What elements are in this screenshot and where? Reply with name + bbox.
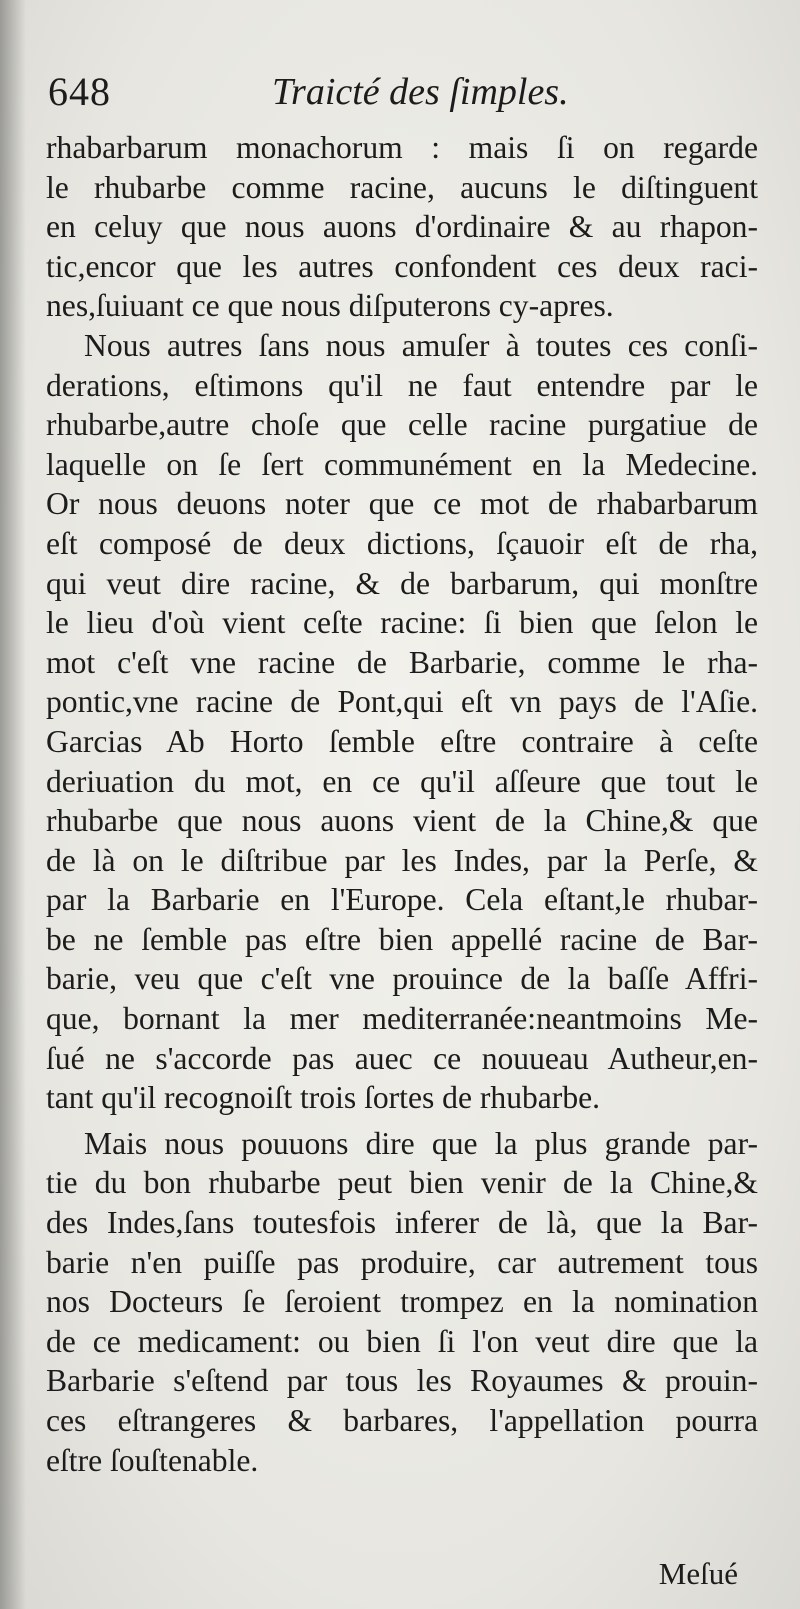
- text-line: eſtre ſouſtenable.: [46, 1442, 259, 1478]
- text-line: eſt composé de deux dictions, ſçauoir eſt de rha,: [46, 525, 758, 561]
- page-header: [48, 68, 748, 128]
- text-line: barie, veu que c'eſt vne prouince de la baſſe Affri-: [46, 961, 758, 997]
- body-text: [46, 128, 758, 1480]
- text-line: tie du bon rhubarbe peut bien venir de la Chine,&: [46, 1165, 758, 1201]
- running-title: Traicté des ſimples.: [272, 71, 569, 113]
- text-line: be ne ſemble pas eſtre bien appellé racine de Bar-: [46, 921, 758, 957]
- text-line: Or nous deuons noter que ce mot de rhabarbarum: [46, 486, 758, 522]
- text-line: Mais nous pouuons dire que la plus grande par-: [84, 1125, 758, 1161]
- text-line: derations, eſtimons qu'il ne faut entendre par le: [46, 367, 758, 403]
- text-line: Nous autres ſans nous amuſer à toutes ces conſi-: [84, 327, 758, 363]
- text-line: que, bornant la mer mediterranée:neantmoins Me-: [46, 1001, 758, 1037]
- catchword: Meſué: [658, 1556, 738, 1591]
- text-line: rhabarbarum monachorum : mais ſi on regarde: [46, 130, 758, 165]
- text-line: Garcias Ab Horto ſemble eſtre contraire à ceſte: [46, 723, 758, 759]
- text-line: le lieu d'où vient ceſte racine: ſi bien que ſelon le: [46, 605, 758, 641]
- text-line: pontic,vne racine de Pont,qui eſt vn pays de l'Aſie.: [46, 684, 758, 720]
- text-line: laquelle on ſe ſert communément en la Medecine.: [46, 446, 758, 482]
- text-line: de ce medicament: ou bien ſi l'on veut dire que la: [46, 1323, 758, 1359]
- text-line: le rhubarbe comme racine, aucuns le diſtinguent: [46, 169, 758, 205]
- text-line: des Indes,ſans toutesfois inferer de là, que la Bar-: [46, 1205, 758, 1241]
- text-line: rhubarbe,autre choſe que celle racine purgatiue de: [46, 407, 758, 443]
- text-line: de là on le diſtribue par les Indes, par la Perſe, &: [46, 842, 758, 878]
- text-line: par la Barbarie en l'Europe. Cela eſtant,le rhubar-: [46, 882, 758, 918]
- text-line: tant qu'il recognoiſt trois ſortes de rhubarbe.: [46, 1080, 601, 1116]
- text-line: en celuy que nous auons d'ordinaire & au rhapon-: [46, 209, 758, 245]
- text-line: ſué ne s'accorde pas auec ce nouueau Autheur,en-: [46, 1040, 758, 1076]
- page-edge-shadow: [0, 0, 26, 1609]
- page-number: 648: [48, 69, 111, 114]
- text-line: deriuation du mot, en ce qu'il aſſeure que tout le: [46, 763, 758, 799]
- text-line: qui veut dire racine, & de barbarum, qui monſtre: [46, 565, 758, 601]
- text-line: nos Docteurs ſe ſeroient trompez en la nomination: [46, 1284, 758, 1320]
- text-line: tic,encor que les autres confondent ces deux raci-: [46, 248, 758, 284]
- text-line: nes,ſuiuant ce que nous diſputerons cy-apres.: [46, 288, 614, 324]
- text-line: rhubarbe que nous auons vient de la Chine,& que: [46, 803, 758, 839]
- text-line: Barbarie s'eſtend par tous les Royaumes & prouin-: [46, 1363, 758, 1399]
- text-line: ces eſtrangeres & barbares, l'appellation pourra: [46, 1403, 758, 1438]
- text-line: barie n'en puiſſe pas produire, car autrement tous: [46, 1244, 758, 1280]
- text-line: mot c'eſt vne racine de Barbarie, comme le rha-: [46, 644, 758, 680]
